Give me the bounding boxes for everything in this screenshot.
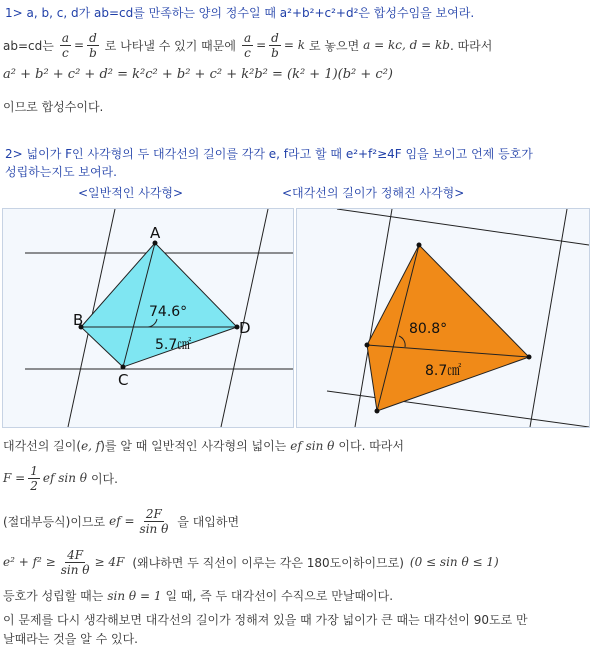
- caption-general-quadrilateral: <일반적인 사각형>: [78, 186, 184, 200]
- figure-general-quadrilateral: [2, 208, 294, 428]
- text: 로 나타낼 수 있기 때문에: [104, 38, 236, 53]
- final-remark-line2: 날때라는 것을 알 수 있다.: [3, 632, 138, 646]
- amgm-line: [3, 505, 239, 537]
- text: 을 대입하면: [177, 514, 240, 529]
- denominator: c: [244, 45, 251, 60]
- text: ab=cd는: [3, 38, 54, 53]
- substitution: a = kc, d = kb: [363, 38, 450, 52]
- text: (절대부등식)이므로: [3, 514, 106, 529]
- text: 이다. 따라서: [338, 439, 404, 453]
- fraction-one-half: [28, 464, 40, 493]
- inequality-lhs: e² + f² ≥: [3, 555, 56, 569]
- vertex-c-label: C: [118, 371, 129, 389]
- inequality-line: [3, 546, 499, 578]
- problem1-heading: 1> a, b, c, d가 ab=cd를 만족하는 양의 정수일 때 a²+b²+c²+d²은 합성수임을 보여라.: [5, 6, 475, 20]
- denominator: b: [271, 45, 279, 60]
- numerator: a: [61, 30, 69, 45]
- problem1-conclusion: 이므로 합성수이다.: [3, 100, 104, 114]
- diagonal-vars: e, f: [81, 438, 101, 453]
- area-formula: [3, 462, 118, 494]
- equality-condition: [3, 587, 393, 604]
- fraction-a-over-c: [242, 31, 253, 60]
- area-label: 8.7㎠: [425, 363, 462, 379]
- text: 이다.: [90, 471, 118, 486]
- denominator: sin θ: [60, 562, 90, 577]
- numerator: d: [89, 30, 97, 45]
- text: 등호가 성립할 때는: [3, 589, 104, 603]
- equals-k: = k: [283, 38, 305, 52]
- numerator: a: [243, 30, 252, 45]
- problem1-line1: [3, 30, 492, 60]
- text: 로 놓으면: [308, 38, 360, 53]
- vertex-a-label: A: [150, 224, 161, 242]
- fraction-2f-over-sin: [138, 507, 171, 536]
- fraction-4f-over-sin: [59, 548, 92, 577]
- figure-right-svg: [297, 209, 589, 427]
- angle-label: 74.6°: [149, 304, 188, 320]
- problem1-equation: a² + b² + c² + d² = k²c² + b² + c² + k²b² = (k² + 1)(b² + c²): [3, 67, 393, 82]
- inequality-rhs: ≥ 4F: [94, 555, 125, 569]
- vertex-c-point: [121, 365, 126, 370]
- vertex-top-point: [417, 243, 422, 248]
- fraction-a-over-c: [60, 31, 71, 60]
- quadrilateral: [367, 245, 529, 411]
- denominator: 2: [30, 478, 38, 493]
- caption-fixed-diagonal-quadrilateral: <대각선의 길이가 정해진 사각형>: [282, 186, 465, 200]
- text: )를 알 때 일반적인 사각형의 넓이는: [100, 439, 287, 453]
- fraction-d-over-b: [87, 31, 99, 60]
- vertex-bottom-point: [375, 409, 380, 414]
- equals: =: [74, 38, 85, 52]
- denominator: sin θ: [139, 521, 169, 536]
- vertex-left-point: [365, 343, 370, 348]
- text: 일 때, 즉 두 대각선이 수직으로 만날때이다.: [165, 589, 394, 603]
- vertex-d-label: D: [239, 319, 251, 337]
- parallel-line-right: [530, 209, 567, 427]
- figure-left-svg: [3, 209, 293, 427]
- equals: =: [256, 38, 267, 52]
- formula-rhs: ef sin θ: [42, 471, 87, 485]
- parallel-line-top: [337, 209, 589, 245]
- formula-lhs: F =: [3, 471, 26, 485]
- text: 대각선의 길이(: [3, 439, 82, 453]
- angle-label: 80.8°: [409, 321, 448, 337]
- parallel-line-bottom: [327, 391, 589, 427]
- area-label: 5.7㎠: [155, 337, 192, 353]
- ef-equals: ef =: [109, 514, 135, 528]
- denominator: c: [62, 45, 69, 60]
- reason-text: (왜냐하면 두 직선이 이루는 각은 180도이하이므로): [132, 555, 404, 570]
- fraction-d-over-b: [269, 31, 281, 60]
- final-remark-line1: 이 문제를 다시 생각해보면 대각선의 길이가 정해져 있을 때 가장 넓이가 큰 때는 대각선이 90도로 만: [3, 613, 528, 627]
- area-sentence: [3, 437, 404, 454]
- problem2-heading-line1: 2> 넓이가 F인 사각형의 두 대각선의 길이를 각각 e, f라고 할 때 e²+f²≥4F 임을 보이고 언제 등호가: [5, 147, 533, 161]
- sin-range: (0 ≤ sin θ ≤ 1): [409, 555, 499, 569]
- numerator: d: [271, 30, 279, 45]
- denominator: b: [89, 45, 97, 60]
- area-expression: ef sin θ: [290, 438, 335, 453]
- figure-fixed-diagonal-quadrilateral: [296, 208, 590, 428]
- sin-equals-one: sin θ = 1: [107, 588, 162, 603]
- problem2-heading-line2: 성립하는지도 보여라.: [5, 165, 117, 179]
- numerator: 2F: [145, 506, 162, 521]
- numerator: 1: [30, 463, 38, 478]
- vertex-right-point: [527, 355, 532, 360]
- text: . 따라서: [449, 38, 493, 53]
- vertex-b-label: B: [73, 311, 84, 329]
- numerator: 4F: [67, 547, 84, 562]
